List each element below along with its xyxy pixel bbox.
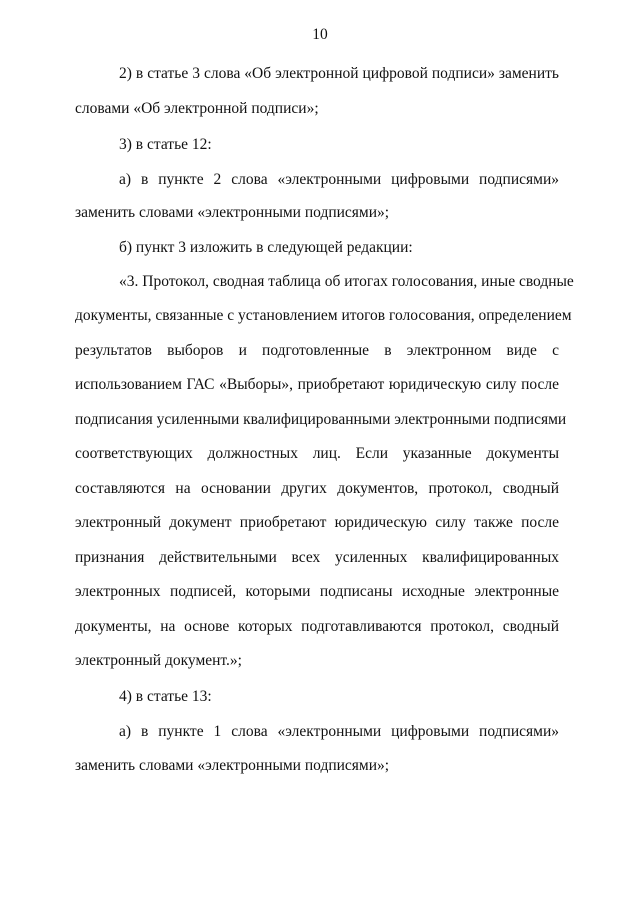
paragraph-line: 2) в статье 3 слова «Об электронной цифровой подписи» заменить (119, 65, 559, 82)
paragraph-line: электронных подписей, которыми подписаны исходные электронные (75, 583, 559, 600)
paragraph-line: признания действительными всех усиленных квалифицированных (75, 549, 559, 566)
paragraph-line: «3. Протокол, сводная таблица об итогах голосования, иные сводные (119, 273, 574, 290)
paragraph-line: а) в пункте 2 слова «электронными цифровыми подписями» (119, 171, 559, 188)
paragraph-line: результатов выборов и подготовленные в электронном виде с (75, 342, 559, 359)
page-number: 10 (312, 26, 328, 43)
paragraph-line: использованием ГАС «Выборы», приобретают юридическую силу после (75, 376, 559, 393)
paragraph-line: 4) в статье 13: (119, 688, 212, 705)
paragraph-line: электронный документ.»; (75, 652, 242, 669)
paragraph-line: 3) в статье 12: (119, 136, 212, 153)
paragraph-line: документы, связанные с установлением итогов голосования, определением (75, 307, 572, 324)
paragraph-line: словами «Об электронной подписи»; (75, 100, 319, 117)
paragraph-line: составляются на основании других документов, протокол, сводный (75, 480, 559, 497)
paragraph-line: а) в пункте 1 слова «электронными цифровыми подписями» (119, 723, 559, 740)
paragraph-line: документы, на основе которых подготавливаются протокол, сводный (75, 618, 559, 635)
paragraph-line: б) пункт 3 изложить в следующей редакции: (119, 239, 413, 256)
paragraph-line: заменить словами «электронными подписями»; (75, 204, 390, 221)
paragraph-line: подписания усиленными квалифицированными электронными подписями (75, 411, 567, 428)
paragraph-line: электронный документ приобретают юридическую силу также после (75, 514, 559, 531)
paragraph-line: соответствующих должностных лиц. Если указанные документы (75, 445, 559, 462)
paragraph-line: заменить словами «электронными подписями»; (75, 757, 390, 774)
